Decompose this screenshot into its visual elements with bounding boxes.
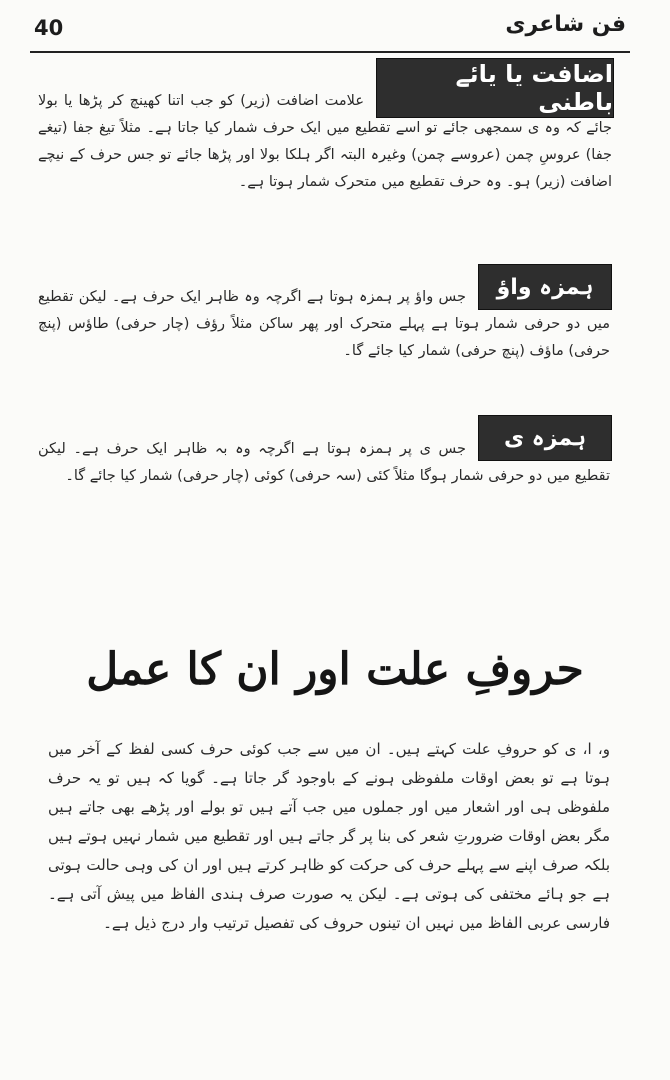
section-label-hamza-wao: ہمزہ واؤ — [478, 264, 612, 310]
section-paragraph: جس واؤ پر ہمزہ ہوتا ہے اگرچہ وہ ظاہر ایک حرف ہے۔ لیکن تقطیع میں دو حرفی شمار ہوتا ہے پہلے متحرک اور پھر ساکن مثلاً رؤف (چار حرفی) طاؤس (پنچ حرفی) ماؤف (پنچ حرفی) شمار کیا جائے گا۔ — [38, 289, 610, 359]
section-text-hamza-ye — [38, 436, 610, 490]
label-spacer — [472, 284, 610, 285]
section-paragraph: علامت اضافت (زیر) کو جب اتنا کھینچ کر پڑھا یا بولا جائے کہ وہ ی سمجھی جائے تو اسے تقطیع میں ایک حرف شمار کیا جاتا ہے۔ مثلاً تیغ جفا (تیغے جفا) عروسِ چمن (عروسے چمن) وغیرہ البتہ اگر ہلکا بولا اور پڑھا جائے تو جس حرف کے نیچے اضافت (زیر) ہو۔ وہ حرف تقطیع میں متحرک شمار ہوتا ہے۔ — [38, 93, 612, 190]
section-label-hamza-ye: ہمزہ ی — [478, 415, 612, 461]
label-spacer — [370, 88, 612, 89]
section-label-izafat: اضافت یا یائے باطنی — [376, 58, 614, 118]
section-text-hamza-wao — [38, 284, 610, 365]
chapter-title: حروفِ علت اور ان کا عمل — [86, 644, 584, 695]
header-rule — [30, 51, 630, 53]
page-header — [30, 10, 630, 50]
chapter-text: و، ا، ی کو حروفِ علت کہتے ہیں۔ ان میں سے جب کوئی حرف کسی لفظ کے آخر میں ہوتا ہے تو بعض اوقات ملفوظی ہونے کے باوجود گر جاتا ہے۔ گویا کہ ہیں تو یہ حرف ملفوظی ہی اور اشعار میں اور جملوں میں جب آتے ہیں تو بولے اور پڑھے بھی جاتے ہیں مگر بعض اوقات ضرورتِ شعر کی بنا پر گر جاتے ہیں اور تقطیع میں شمار نہیں ہوتے ہیں بلکہ صرف اپنے سے پہلے حرف کی حرکت کو ظاہر کرتے ہیں اور ان کی وہی حالت ہوتی ہے جو ہائے مختفی کی ہوتی ہے۔ لیکن یہ صورت صرف ہندی الفاظ میں پیش آتی ہے۔ فارسی عربی الفاظ میں نہیں ان تینوں حروف کی تفصیل ترتیب وار درج ذیل ہے۔ — [48, 740, 610, 932]
section-text-izafat — [38, 88, 612, 196]
page-number: 40 — [34, 16, 64, 40]
label-spacer — [472, 436, 610, 437]
running-title: فن شاعری — [505, 12, 626, 37]
section-paragraph: جس ی پر ہمزہ ہوتا ہے اگرچہ وہ بہ ظاہر ایک حرف ہے۔ لیکن تقطیع میں دو حرفی شمار ہوگا مثلاً کئی (سہ حرفی) کوئی (چار حرفی) شمار کیا جائے گا۔ — [38, 441, 610, 484]
